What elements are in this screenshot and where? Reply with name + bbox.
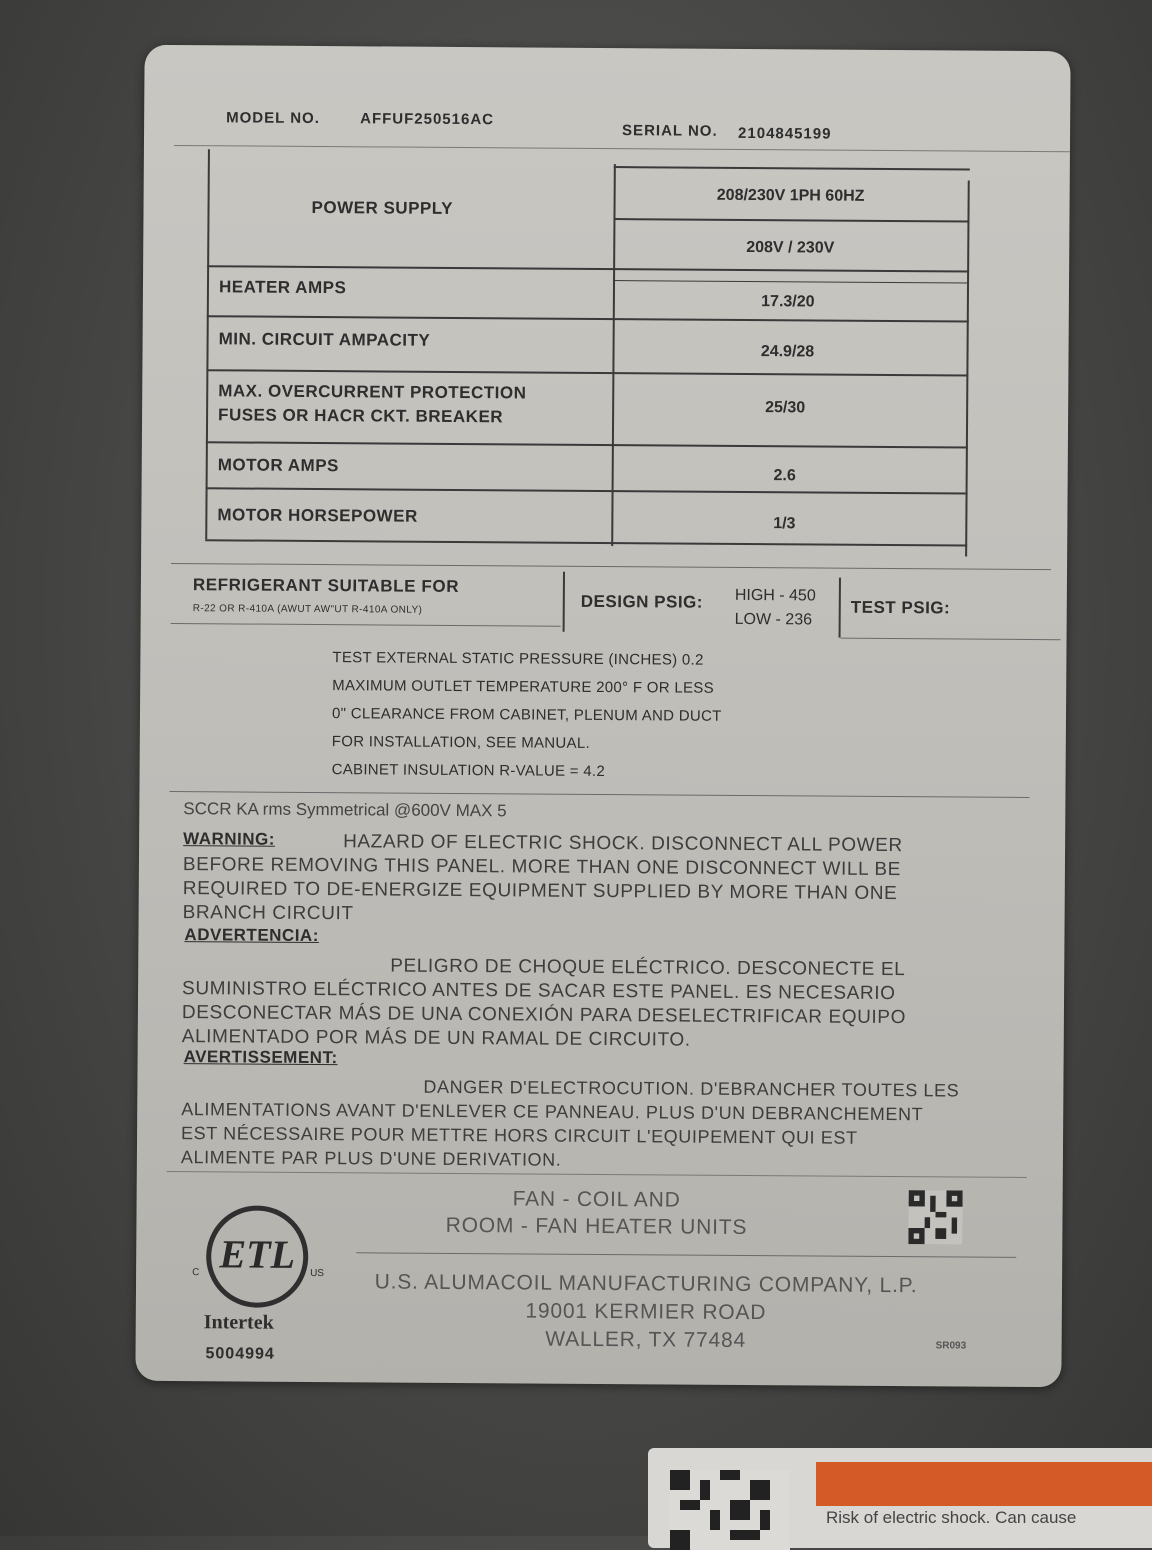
avertissement-line: EST NÉCESSAIRE POUR METTRE HORS CIRCUIT L'EQUIPEMENT QUI EST xyxy=(181,1123,858,1148)
motor-amps-value: 2.6 xyxy=(773,467,796,485)
warning-sticker xyxy=(648,1448,1152,1548)
model-value: AFFUF250516AC xyxy=(360,110,495,129)
motor-horsepower-label: MOTOR HORSEPOWER xyxy=(217,505,418,526)
sticker-hazard-band xyxy=(816,1462,1152,1506)
advertencia-heading: ADVERTENCIA: xyxy=(184,925,319,946)
advertencia-line: ALIMENTADO POR MÁS DE UN RAMAL DE CIRCUITO. xyxy=(181,1026,691,1051)
manufacturer-name: U.S. ALUMACOIL MANUFACTURING COMPANY, L.P. xyxy=(374,1270,918,1298)
advertencia-line: PELIGRO DE CHOQUE ELÉCTRICO. DESCONECTE EL xyxy=(390,955,906,981)
spec-line: MAXIMUM OUTLET TEMPERATURE 200° F OR LESS xyxy=(332,677,714,697)
sccr-rating: SCCR KA rms Symmetrical @600V MAX 5 xyxy=(183,799,507,821)
model-label: MODEL NO. xyxy=(226,109,320,128)
max-overcurrent-label-2: FUSES OR HACR CKT. BREAKER xyxy=(218,405,504,427)
power-supply-voltage: 208V / 230V xyxy=(746,238,835,257)
spec-line: CABINET INSULATION R-VALUE = 4.2 xyxy=(331,761,606,781)
min-circuit-ampacity-value: 24.9/28 xyxy=(760,343,815,361)
intertek-label: Intertek xyxy=(203,1311,274,1334)
avertissement-heading: AVERTISSEMENT: xyxy=(183,1047,338,1068)
product-line-1: FAN - COIL AND xyxy=(512,1187,681,1212)
advertencia-line: DESCONECTAR MÁS DE UNA CONEXIÓN PARA DESELECTRIFICAR EQUIPO xyxy=(181,1002,907,1029)
sticker-note: Risk of electric shock. Can cause xyxy=(826,1508,1077,1527)
max-overcurrent-label: MAX. OVERCURRENT PROTECTION xyxy=(218,381,527,403)
serial-value: 2104845199 xyxy=(738,124,832,143)
serial-label: SERIAL NO. xyxy=(622,122,718,140)
etl-c-mark: C xyxy=(192,1267,200,1279)
intertek-number: 5004994 xyxy=(205,1345,275,1363)
qr-code-icon xyxy=(670,1470,790,1550)
refrigerant-sub: R-22 OR R-410A (AWUT AW"UT R-410A ONLY) xyxy=(192,603,423,616)
part-code: SR093 xyxy=(935,1340,967,1352)
power-supply-value: 208/230V 1PH 60HZ xyxy=(716,186,865,205)
warning-line: BEFORE REMOVING THIS PANEL. MORE THAN ONE DISCONNECT WILL BE xyxy=(182,854,902,881)
product-line-2: ROOM - FAN HEATER UNITS xyxy=(445,1213,748,1240)
test-psig-label: TEST PSIG: xyxy=(850,597,951,618)
power-supply-label: POWER SUPPLY xyxy=(311,197,454,218)
motor-amps-label: MOTOR AMPS xyxy=(217,455,339,476)
rating-plate xyxy=(135,45,1070,1387)
avertissement-line: ALIMENTE PAR PLUS D'UNE DERIVATION. xyxy=(180,1147,562,1170)
spec-line: FOR INSTALLATION, SEE MANUAL. xyxy=(331,733,591,752)
manufacturer-city: WALLER, TX 77484 xyxy=(545,1327,747,1353)
max-overcurrent-value: 25/30 xyxy=(765,399,806,417)
advertencia-line: SUMINISTRO ELÉCTRICO ANTES DE SACAR ESTE PANEL. ES NECESARIO xyxy=(182,978,896,1005)
manufacturer-street: 19001 KERMIER ROAD xyxy=(525,1299,767,1325)
spec-line: 0" CLEARANCE FROM CABINET, PLENUM AND DUCT xyxy=(331,705,722,725)
avertissement-line: ALIMENTATIONS AVANT D'ENLEVER CE PANNEAU. PLUS D'UN DEBRANCHEMENT xyxy=(181,1099,924,1125)
warning-line: REQUIRED TO DE-ENERGIZE EQUIPMENT SUPPLIED BY MORE THAN ONE xyxy=(182,878,898,905)
heater-amps-value: 17.3/20 xyxy=(761,293,815,311)
qr-code-icon xyxy=(908,1190,962,1244)
design-low: LOW - 236 xyxy=(734,610,813,629)
refrigerant-title: REFRIGERANT SUITABLE FOR xyxy=(192,575,460,596)
electrical-table xyxy=(145,45,1071,51)
warning-line: HAZARD OF ELECTRIC SHOCK. DISCONNECT ALL POWER xyxy=(343,831,903,857)
design-psig-label: DESIGN PSIG: xyxy=(580,591,704,612)
motor-horsepower-value: 1/3 xyxy=(773,515,796,533)
design-high: HIGH - 450 xyxy=(734,586,816,605)
warning-heading: WARNING: xyxy=(183,829,276,849)
spec-line: TEST EXTERNAL STATIC PRESSURE (INCHES) 0.2 xyxy=(332,649,704,669)
min-circuit-ampacity-label: MIN. CIRCUIT AMPACITY xyxy=(218,329,431,350)
etl-mark-text: ETL xyxy=(219,1231,296,1277)
heater-amps-label: HEATER AMPS xyxy=(218,277,347,298)
avertissement-line: DANGER D'ELECTROCUTION. D'EBRANCHER TOUTES LES xyxy=(423,1076,960,1101)
warning-line: BRANCH CIRCUIT xyxy=(182,902,354,925)
etl-us-mark: US xyxy=(310,1267,325,1280)
etl-logo xyxy=(206,1205,309,1308)
